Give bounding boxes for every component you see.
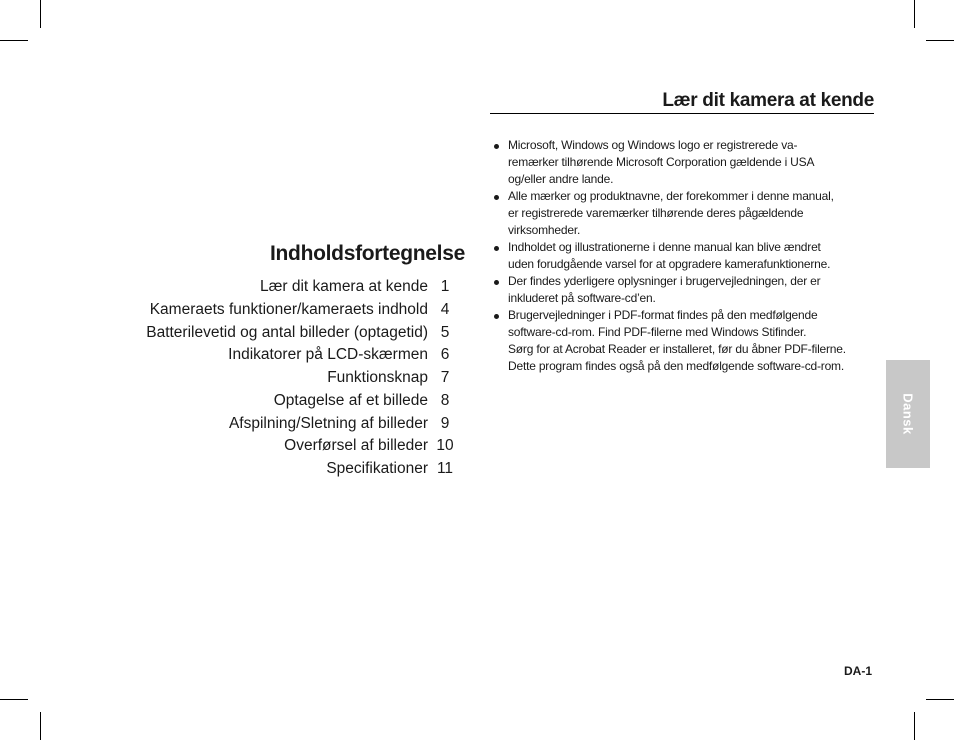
toc-entry-page: 10 bbox=[436, 437, 454, 455]
toc-entry-label: Overførsel af billeder bbox=[284, 437, 428, 455]
bullet-text-line: inkluderet på software-cd’en. bbox=[508, 291, 656, 305]
toc-entry[interactable] bbox=[100, 346, 460, 369]
toc-entry-page: 9 bbox=[440, 414, 450, 432]
toc-entry-label: Funktionsknap bbox=[327, 369, 428, 386]
crop-mark bbox=[40, 0, 41, 28]
toc-entry-label: Afspilning/Sletning af billeder bbox=[228, 414, 428, 432]
page-number: DA-1 bbox=[843, 664, 872, 678]
toc-entry-label: Optagelse af et billede bbox=[273, 391, 428, 409]
toc-entry[interactable] bbox=[100, 460, 460, 483]
crop-mark bbox=[926, 699, 954, 700]
bullet-text-line: software-cd-rom. Find PDF-filerne med Windows Stifinder. bbox=[508, 325, 807, 339]
language-tab-label: Dansk bbox=[900, 393, 916, 435]
toc-entry-page: 7 bbox=[440, 369, 450, 386]
bullet-text-line: remærker tilhørende Microsoft Corporation gældende i USA bbox=[508, 155, 815, 169]
toc-entry[interactable] bbox=[100, 392, 460, 415]
bullet-text-line: virksomheder. bbox=[508, 223, 581, 237]
toc-title: Indholdsfortegnelse bbox=[270, 242, 465, 265]
bullet-dot-icon bbox=[494, 144, 499, 149]
bullet-text-line: er registrerede varemærker tilhørende deres pågældende bbox=[508, 206, 804, 220]
crop-mark bbox=[914, 0, 915, 28]
crop-mark bbox=[914, 712, 915, 740]
toc-entry[interactable] bbox=[100, 301, 460, 324]
table-of-contents bbox=[100, 278, 460, 483]
toc-entry[interactable] bbox=[100, 415, 460, 438]
bullet-text-line: Alle mærker og produktnavne, der forekommer i denne manual, bbox=[508, 189, 834, 203]
bullet-item bbox=[490, 137, 860, 188]
toc-entry-page: 8 bbox=[440, 391, 450, 409]
crop-mark bbox=[0, 40, 28, 41]
bullet-item bbox=[490, 239, 860, 273]
crop-mark bbox=[0, 699, 28, 700]
bullet-text-line: Brugervejledninger i PDF-format findes på den medfølgende bbox=[508, 308, 818, 322]
toc-entry[interactable] bbox=[100, 324, 460, 347]
bullet-text-line: uden forudgående varsel for at opgradere kamerafunktionerne. bbox=[508, 257, 831, 271]
bullet-text-line: Indholdet og illustrationerne i denne manual kan blive ændret bbox=[508, 240, 821, 254]
bullet-list bbox=[490, 137, 860, 375]
toc-entry[interactable] bbox=[100, 369, 460, 392]
section-title: Lær dit kamera at kende bbox=[490, 90, 874, 114]
toc-entry-page: 6 bbox=[440, 346, 450, 364]
language-tab bbox=[886, 360, 930, 468]
toc-entry[interactable] bbox=[100, 278, 460, 301]
toc-entry-label: Kameraets funktioner/kameraets indhold bbox=[149, 300, 428, 318]
bullet-dot-icon bbox=[494, 314, 499, 319]
toc-entry-label: Indikatorer på LCD-skærmen bbox=[228, 346, 428, 364]
toc-entry-label: Specifikationer bbox=[326, 460, 428, 477]
toc-entry-page: 5 bbox=[440, 323, 450, 341]
crop-mark bbox=[40, 712, 41, 740]
bullet-item bbox=[490, 188, 860, 239]
toc-entry[interactable] bbox=[100, 437, 460, 460]
bullet-dot-icon bbox=[494, 246, 499, 251]
bullet-item bbox=[490, 273, 860, 307]
toc-entry-label: Lær dit kamera at kende bbox=[259, 278, 428, 295]
toc-entry-page: 11 bbox=[436, 460, 454, 477]
bullet-text-line: Microsoft, Windows og Windows logo er registrerede va- bbox=[508, 138, 798, 152]
toc-entry-label: Batterilevetid og antal billeder (optagetid) bbox=[146, 323, 428, 341]
crop-mark bbox=[926, 40, 954, 41]
bullet-text-line: Sørg for at Acrobat Reader er installeret, før du åbner PDF-filerne. bbox=[508, 342, 846, 356]
bullet-dot-icon bbox=[494, 195, 499, 200]
bullet-text-line: Der findes yderligere oplysninger i brugervejledningen, der er bbox=[508, 274, 821, 288]
bullet-dot-icon bbox=[494, 280, 499, 285]
bullet-text-line: Dette program findes også på den medfølgende software-cd-rom. bbox=[508, 359, 844, 373]
bullet-text-line: og/eller andre lande. bbox=[508, 172, 614, 186]
bullet-item bbox=[490, 307, 860, 375]
toc-entry-page: 4 bbox=[440, 300, 450, 318]
toc-entry-page: 1 bbox=[440, 278, 450, 295]
